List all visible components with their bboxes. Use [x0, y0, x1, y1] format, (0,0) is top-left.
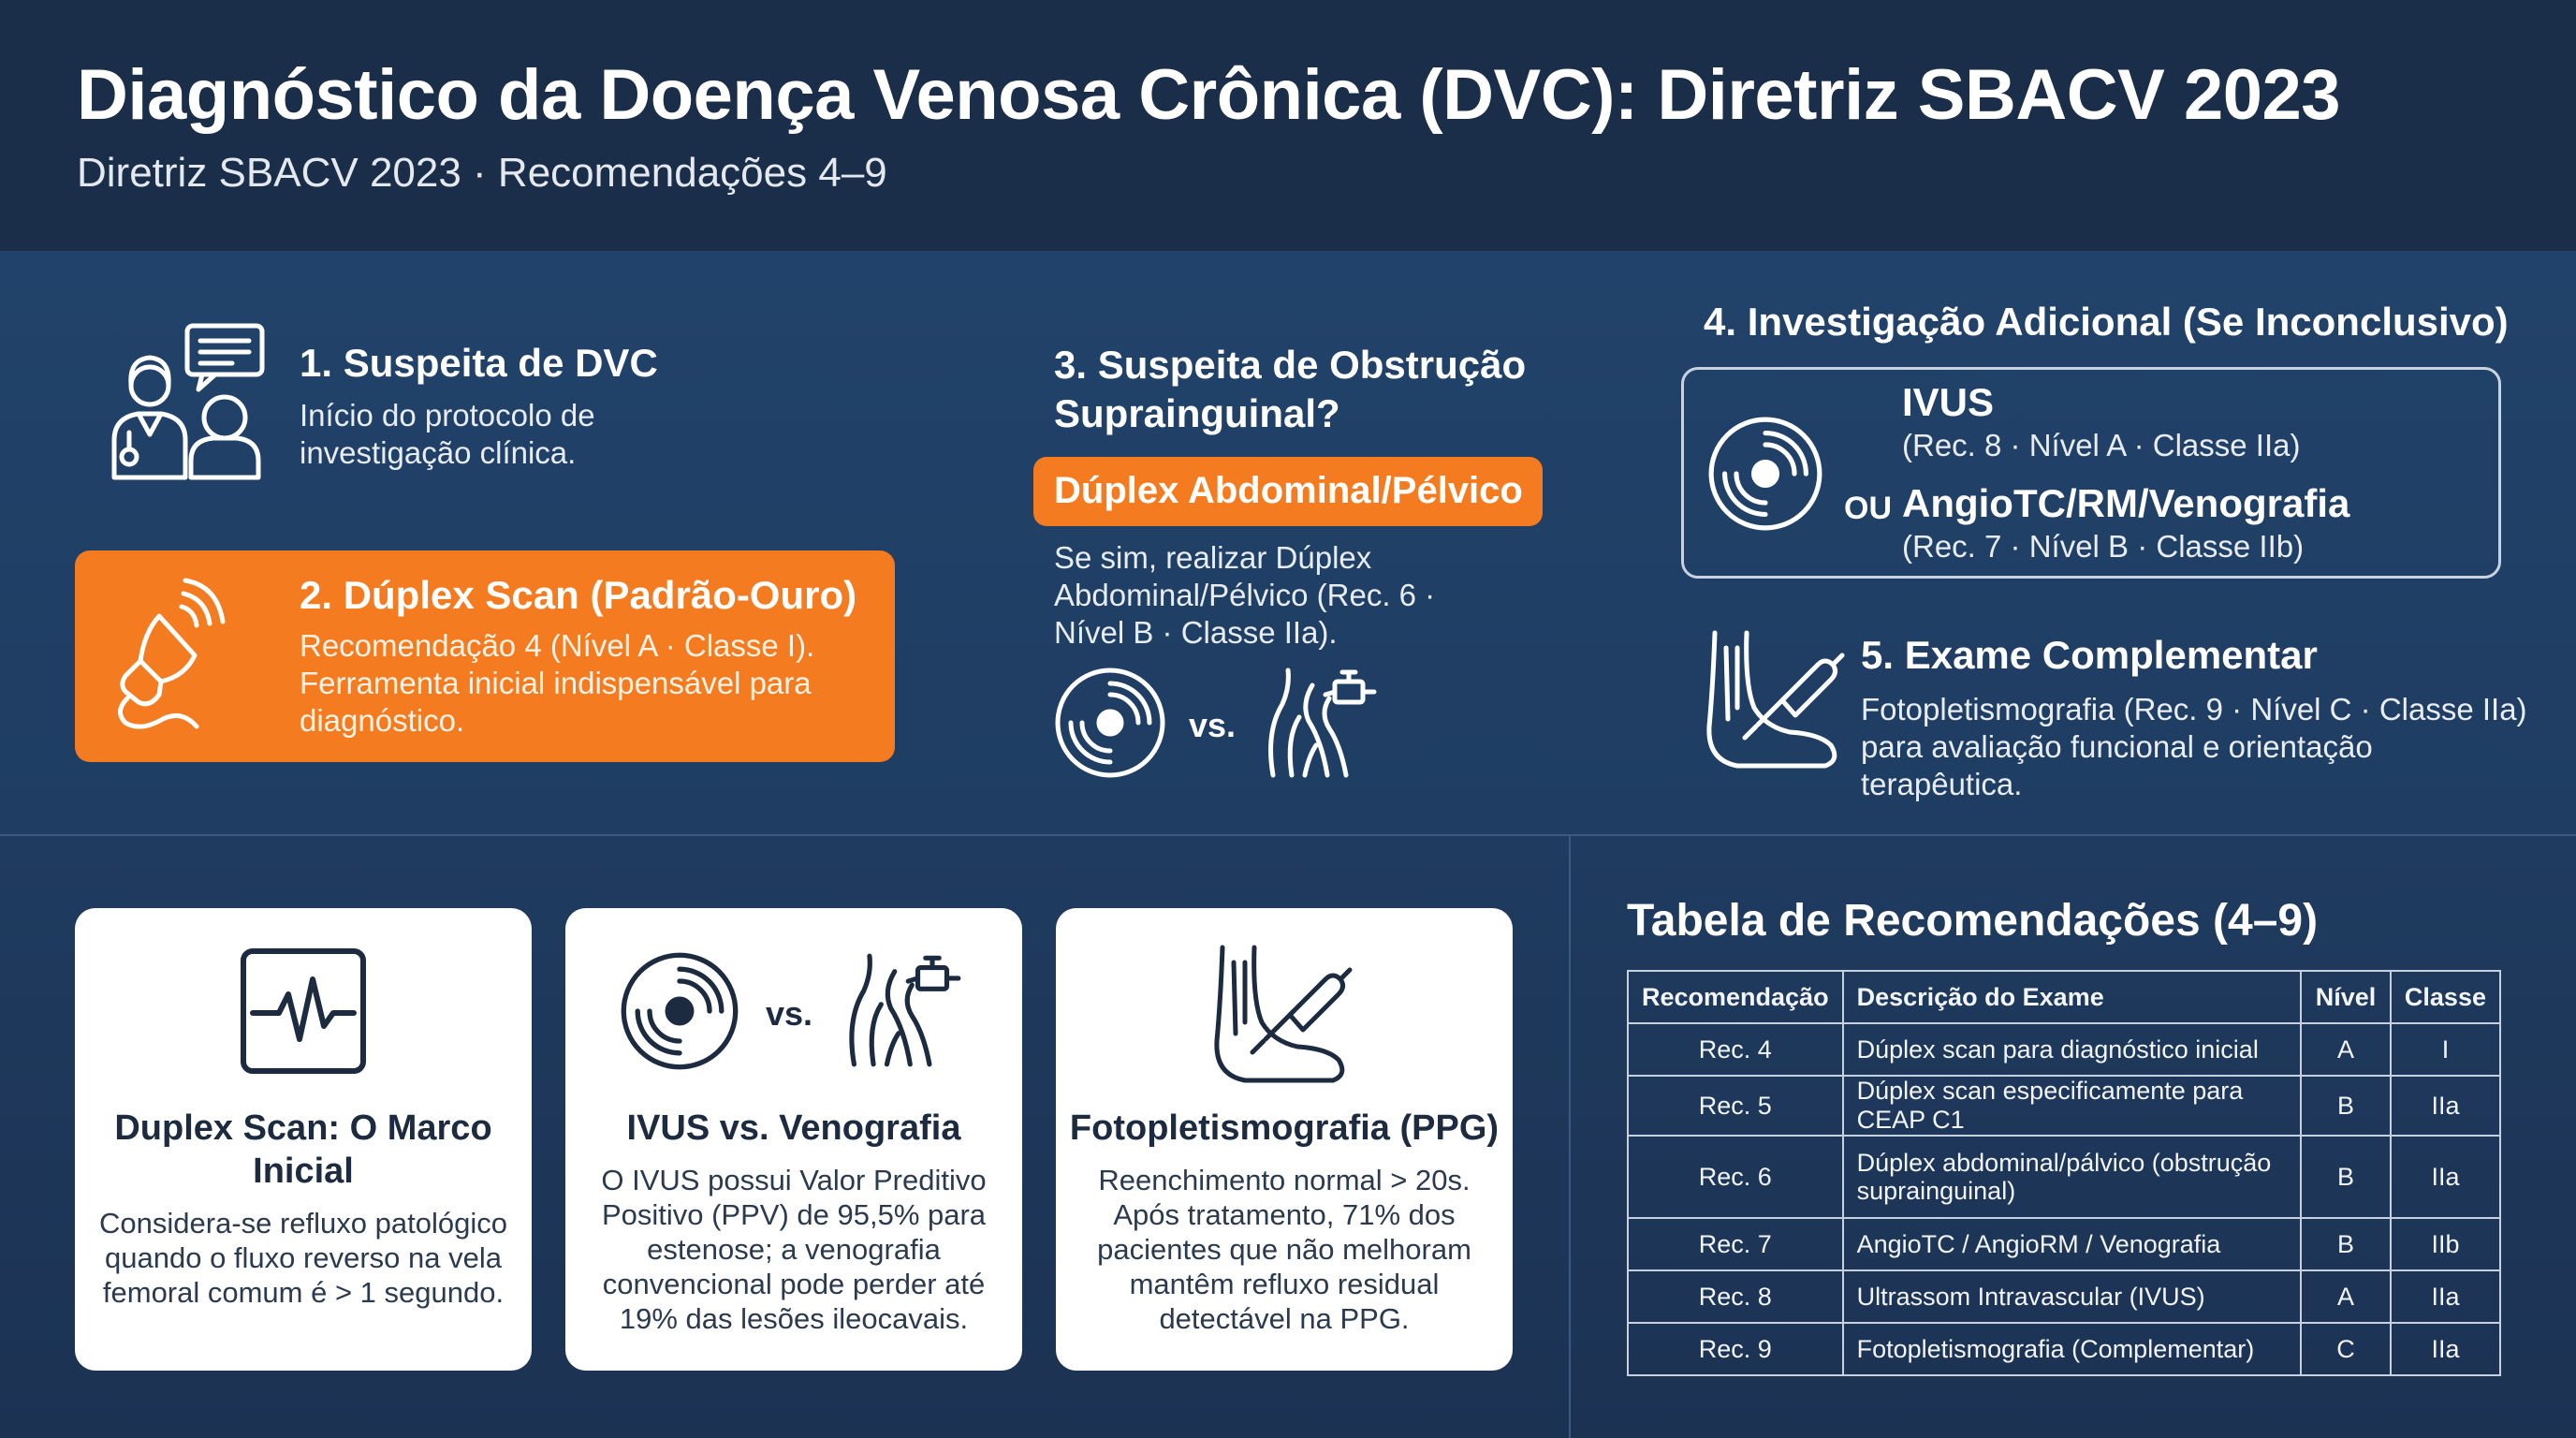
- column-header: Descrição do Exame: [1843, 971, 2302, 1023]
- ivus-title: IVUS: [1902, 380, 1995, 424]
- duplex-abdominal-pill: [1033, 457, 1543, 526]
- card-2-title: IVUS vs. Venografia: [626, 1108, 961, 1148]
- table-row: [1628, 1270, 2500, 1323]
- waveform-monitor-icon: [238, 946, 369, 1077]
- table-cell: B: [2301, 1136, 2391, 1218]
- card-3-title: Fotopletismografia (PPG): [1069, 1108, 1500, 1148]
- angio-title: AngioTC/RM/Venografia: [1902, 481, 2350, 525]
- table-cell: AngioTC / AngioRM / Venografia: [1843, 1218, 2302, 1270]
- table-row: [1628, 1023, 2500, 1076]
- ivus-disc-icon: [1707, 416, 1823, 532]
- table-cell: Rec. 7: [1628, 1218, 1843, 1270]
- ivus-disc-icon: [1054, 667, 1166, 779]
- table-cell: IIa: [2391, 1323, 2500, 1375]
- table-cell: A: [2301, 1270, 2391, 1323]
- column-header: Recomendação: [1628, 971, 1843, 1023]
- table-cell: Rec. 5: [1628, 1076, 1843, 1136]
- table-cell: Fotopletismografia (Complementar): [1843, 1323, 2302, 1375]
- step-2-title: 2. Dúplex Scan (Padrão-Ouro): [300, 573, 857, 617]
- step-2-text: Recomendação 4 (Nível A · Classe I). Ferramenta inicial indispensável para diagnóstico.: [300, 628, 815, 738]
- table-row: [1628, 1076, 2500, 1136]
- step-5-title: 5. Exame Complementar: [1861, 633, 2318, 677]
- ivus-rec: (Rec. 8 · Nível A · Classe IIa): [1902, 428, 2301, 462]
- table-cell: Dúplex scan para diagnóstico inicial: [1843, 1023, 2302, 1076]
- table-cell: Dúplex abdominal/pálvico (obstrução suprainguinal): [1843, 1136, 2302, 1218]
- header: [0, 0, 2576, 251]
- card-fotopletismografia: [1056, 908, 1513, 1371]
- table-cell: IIa: [2391, 1076, 2500, 1136]
- vertical-divider: [1569, 836, 1571, 1438]
- table-header-row: [1628, 971, 2500, 1023]
- venography-vessel-icon: [841, 951, 962, 1069]
- table-cell: IIa: [2391, 1270, 2500, 1323]
- table-cell: C: [2301, 1323, 2391, 1375]
- table-row: [1628, 1323, 2500, 1375]
- table-cell: IIa: [2391, 1136, 2500, 1218]
- card-1-text: Considera-se refluxo patológico quando o fluxo reverso na vela femoral comum é > 1 segundo.: [99, 1207, 507, 1309]
- or-label: OU: [1844, 491, 1892, 526]
- column-header: Classe: [2391, 971, 2500, 1023]
- table-cell: A: [2301, 1023, 2391, 1076]
- table-cell: I: [2391, 1023, 2500, 1076]
- ultrasound-probe-icon: [107, 571, 245, 740]
- venography-vessel-icon: [1260, 667, 1378, 779]
- step-1-title: 1. Suspeita de DVC: [300, 341, 658, 385]
- card-2-text: O IVUS possui Valor Preditivo Positivo (PPV) de 95,5% para estenose; a venografia convencional pode perder até 19% das lesões ileocavais.: [601, 1164, 987, 1335]
- table-cell: Dúplex scan especificamente para CEAP C1: [1843, 1076, 2302, 1136]
- angio-rec: (Rec. 7 · Nível B · Classe IIb): [1902, 529, 2305, 564]
- duplex-abdominal-label: Dúplex Abdominal/Pélvico: [1054, 470, 1523, 511]
- table-cell: Rec. 9: [1628, 1323, 1843, 1375]
- vs-label: vs.: [766, 994, 813, 1033]
- step-4-title: 4. Investigação Adicional (Se Inconclusivo): [1704, 300, 2509, 344]
- ivus-disc-icon: [620, 951, 739, 1071]
- table-cell: B: [2301, 1218, 2391, 1270]
- horizontal-divider: [0, 834, 2576, 836]
- foot-sensor-icon: [1204, 944, 1357, 1086]
- table-row: [1628, 1136, 2500, 1218]
- table-title: Tabela de Recomendações (4–9): [1627, 896, 2319, 946]
- table-row: [1628, 1218, 2500, 1270]
- step-2-box: [75, 550, 895, 762]
- doctor-patient-chat-icon: [101, 320, 270, 489]
- card-duplex-scan: [75, 908, 532, 1371]
- table-cell: B: [2301, 1076, 2391, 1136]
- step-1-text: Início do protocolo de investigação clínica.: [300, 398, 595, 470]
- column-header: Nível: [2301, 971, 2391, 1023]
- step-5-text: Fotopletismografia (Rec. 9 · Nível C · Classe IIa) para avaliação funcional e orientação terapêutica.: [1861, 692, 2527, 801]
- table-cell: Rec. 4: [1628, 1023, 1843, 1076]
- table-cell: Rec. 8: [1628, 1270, 1843, 1323]
- step-3-text: Se sim, realizar Dúplex Abdominal/Pélvico (Rec. 6 · Nível B · Classe IIa).: [1054, 540, 1436, 650]
- card-1-title: Duplex Scan: O Marco Inicial: [114, 1108, 492, 1191]
- table-cell: Ultrassom Intravascular (IVUS): [1843, 1270, 2302, 1323]
- page-subtitle: Diretriz SBACV 2023 · Recomendações 4–9: [77, 150, 887, 196]
- card-ivus-venografia: [565, 908, 1022, 1371]
- foot-sensor-icon: [1700, 629, 1846, 771]
- step-3-title: 3. Suspeita de Obstrução Suprainguinal?: [1054, 343, 1527, 435]
- page-title: Diagnóstico da Doença Venosa Crônica (DVC): Diretriz SBACV 2023: [77, 55, 2341, 135]
- vs-label: vs.: [1189, 706, 1237, 744]
- table-cell: IIb: [2391, 1218, 2500, 1270]
- recommendations-table: [1627, 970, 2501, 1376]
- card-3-text: Reenchimento normal > 20s. Após tratamento, 71% dos pacientes que não melhoram mantêm refluxo residual detectável na PPG.: [1097, 1164, 1471, 1335]
- table-cell: Rec. 6: [1628, 1136, 1843, 1218]
